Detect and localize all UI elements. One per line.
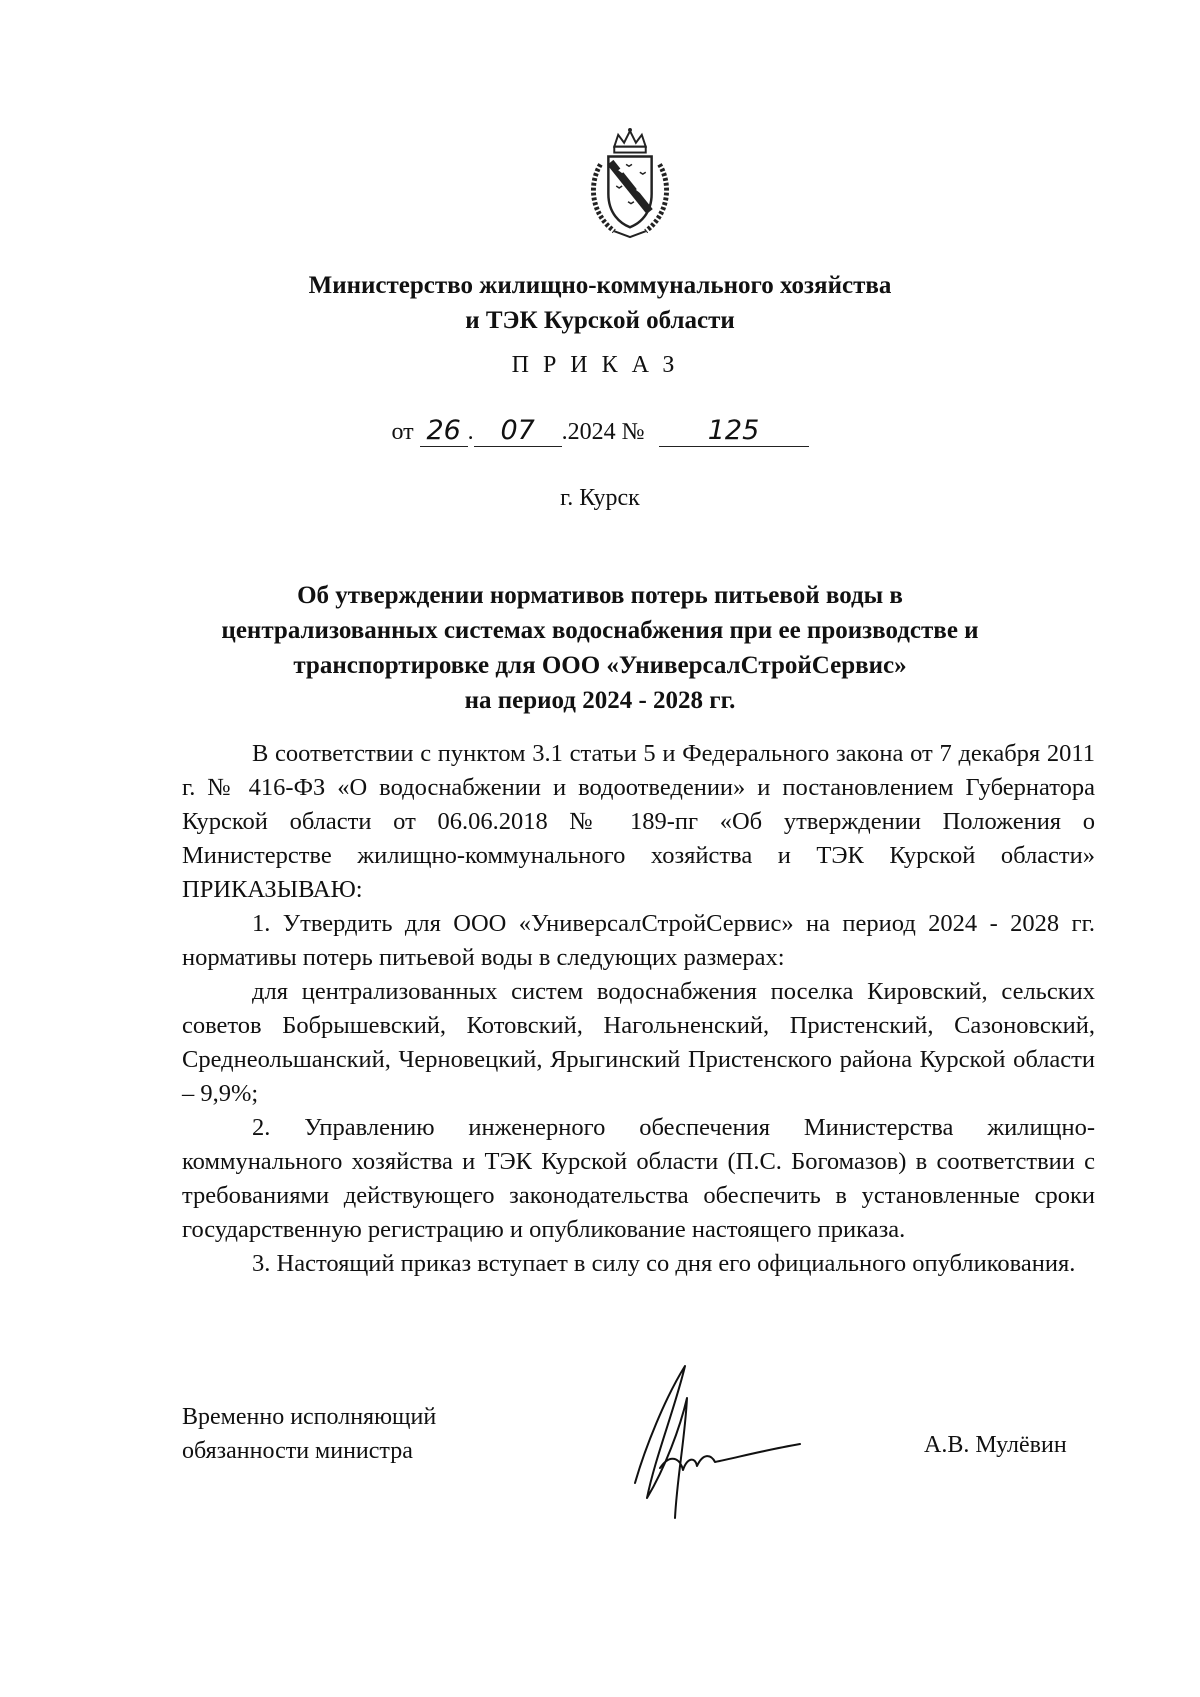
order-subject [0, 578, 1200, 718]
order-date-line: от 26 . 07 .2024 № 125 [0, 416, 1200, 447]
subject-line-3: транспортировке для ООО «УниверсалСтройСервис» [293, 652, 907, 679]
order-city: г. Курск [560, 485, 640, 511]
kursk-coat-of-arms-icon [571, 125, 689, 243]
body-item-1-detail: для централизованных систем водоснабжения поселка Кировский, сельских советов Бобрышевский, Котовский, Нагольненский, Пристенский, Сазоновский, Среднеольшанский, Черновецкий, Ярыгинский Пристенского района Курской области – 9,9%; [182, 978, 1095, 1107]
signatory-position [182, 1400, 436, 1468]
ministry-line-1: Министерство жилищно-коммунального хозяйства [308, 272, 892, 299]
order-number: 125 [659, 416, 809, 447]
order-title: ПРИКАЗ [511, 352, 689, 378]
subject-line-2: централизованных системах водоснабжения при ее производстве и [221, 617, 979, 644]
order-body [182, 737, 1095, 1281]
order-month: 07 [474, 416, 562, 447]
subject-line-4: на период 2024 - 2028 гг. [464, 687, 736, 714]
body-preamble: В соответствии с пунктом 3.1 статьи 5 и Федерального закона от 7 декабря 2011 г. № 416-ФЗ «О водоснабжении и водоотведении» и постановлением Губернатора Курской области от 06.06.2018 № 189-пг «Об утверждении Положения о Министерстве жилищно-коммунального хозяйства и ТЭК Курской области» ПРИКАЗЫВАЮ: [182, 740, 1095, 903]
handwritten-signature-icon [625, 1358, 805, 1523]
order-day: 26 [420, 416, 468, 447]
signatory-position-line-1: Временно исполняющий [182, 1404, 437, 1430]
signatory-position-line-2: обязанности министра [182, 1438, 413, 1464]
order-year: .2024 № [561, 419, 645, 445]
date-prefix: от [391, 419, 414, 445]
signatory-name: А.В. Мулёвин [924, 1432, 1067, 1458]
subject-line-1: Об утверждении нормативов потерь питьевой воды в [297, 582, 903, 609]
ministry-name [0, 268, 1200, 338]
body-item-3: 3. Настоящий приказ вступает в силу со дня его официального опубликования. [252, 1250, 1076, 1277]
body-item-1: 1. Утвердить для ООО «УниверсалСтройСервис» на период 2024 - 2028 гг. нормативы потерь питьевой воды в следующих размерах: [182, 910, 1095, 971]
ministry-line-2: и ТЭК Курской области [465, 307, 735, 334]
body-item-2: 2. Управлению инженерного обеспечения Министерства жилищно-коммунального хозяйства и ТЭК Курской области (П.С. Богомазов) в соответствии с требованиями действующего законодательства обеспечить в установленные сроки государственную регистрацию и опубликование настоящего приказа. [182, 1114, 1095, 1243]
